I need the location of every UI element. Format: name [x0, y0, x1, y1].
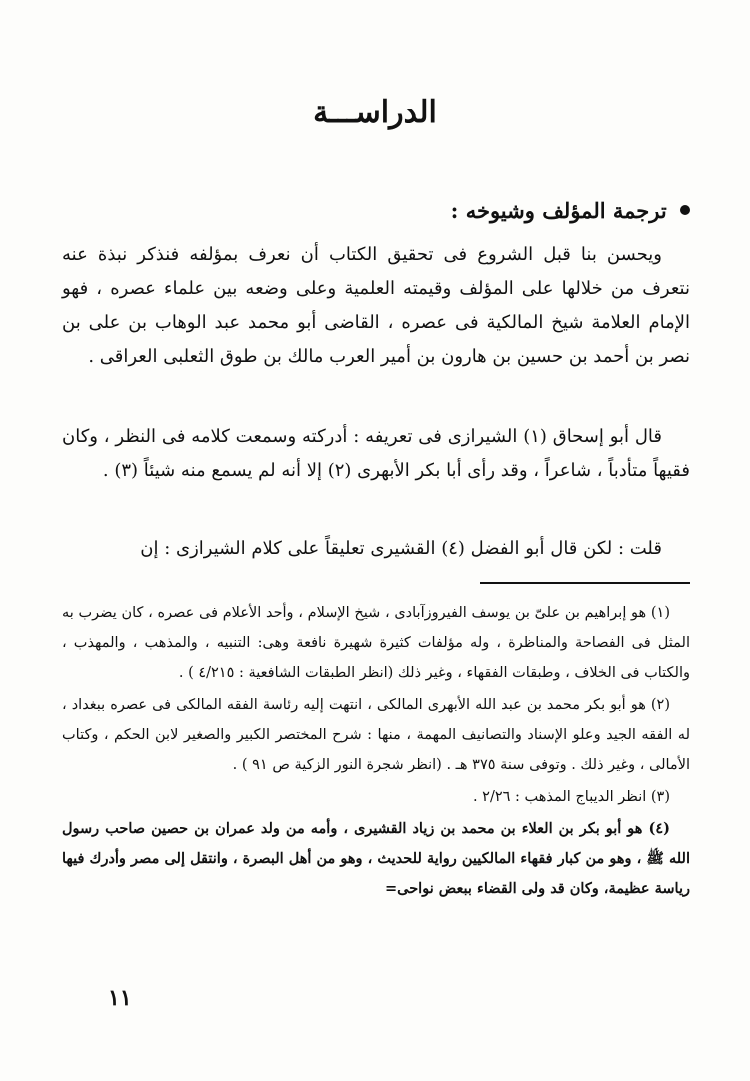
title-block — [0, 95, 750, 130]
bullet-icon — [680, 205, 690, 215]
paragraph-1 — [62, 238, 690, 374]
footnote-4: (٤) هو أبو بكر بن العلاء بن محمد بن زياد القشيرى ، وأمه من ولد عمران بن حصين صاحب رسول الله ﷺ ، وهو من كبار فقهاء المالكيين رواية للحديث ، وهو من أهل البصرة ، وانتقل إلى مصر وأدرك فيها رياسة عظيمة، وكان قد ولى القضاء ببعض نواحى= — [62, 820, 690, 897]
page-title: الدراســـة — [313, 95, 437, 130]
footnote-separator — [480, 582, 690, 584]
paragraph-2 — [62, 420, 690, 488]
paragraph-text: قال أبو إسحاق (١) الشيرازى فى تعريفه : أدركته وسمعت كلامه فى النظر ، وكان فقيهاً متأدباً ، شاعراً ، وقد رأى أبا بكر الأبهرى (٢) إلا أنه لم يسمع منه شيئاً (٣) . — [62, 426, 690, 481]
paragraph-text: قلت : لكن قال أبو الفضل (٤) القشيرى تعليقاً على كلام الشيرازى : إن — [140, 538, 662, 559]
footnote-2: (٢) هو أبو بكر محمد بن عبد الله الأبهرى المالكى ، انتهت إليه رئاسة الفقه المالكى فى عصره ببغداد ، له الفقه الجيد وعلو الإسناد والتصانيف المهمة ، منها : شرح المختصر الكبير والصغير لابن الحكم ، وكتاب الأمالى ، وغير ذلك . وتوفى سنة ٣٧٥ هـ . (انظر شجرة النور الزكية ص ٩١ ) . — [62, 697, 690, 773]
section-heading-text: ترجمة المؤلف وشيوخه : — [450, 198, 667, 223]
footnote-3: (٣) انظر الديباج المذهب : ٢/٢٦ . — [472, 789, 670, 805]
paragraph-text: ويحسن بنا قبل الشروع فى تحقيق الكتاب أن نعرف بمؤلفه فنذكر نبذة عنه نتعرف من خلالها على المؤلف وقيمته العلمية وعلى وضعه بين علماء عصره ، فهو الإمام العلامة شيخ المالكية فى عصره ، القاضى أبو محمد عبد الوهاب بن على بن نصر بن أحمد بن حسين بن هارون بن أمير العرب مالك بن طوق الثعلبى العراقى . — [62, 244, 690, 367]
section-heading — [90, 198, 690, 223]
page-number: ١١ — [108, 985, 132, 1011]
paragraph-3 — [62, 532, 690, 566]
footnote-1: (١) هو إبراهيم بن علىّ بن يوسف الفيروزآبادى ، شيخ الإسلام ، وأحد الأعلام فى عصره ، كان يضرب به المثل فى الفصاحة والمناظرة ، وله مؤلفات كثيرة شهيرة نافعة وهى: التنبيه ، والمذهب ، والمهذب ، والكتاب فى الخلاف ، وطبقات الفقهاء ، وغير ذلك (انظر الطبقات الشافعية : ٤/٢١٥ ) . — [62, 605, 690, 681]
footnotes — [62, 598, 690, 906]
